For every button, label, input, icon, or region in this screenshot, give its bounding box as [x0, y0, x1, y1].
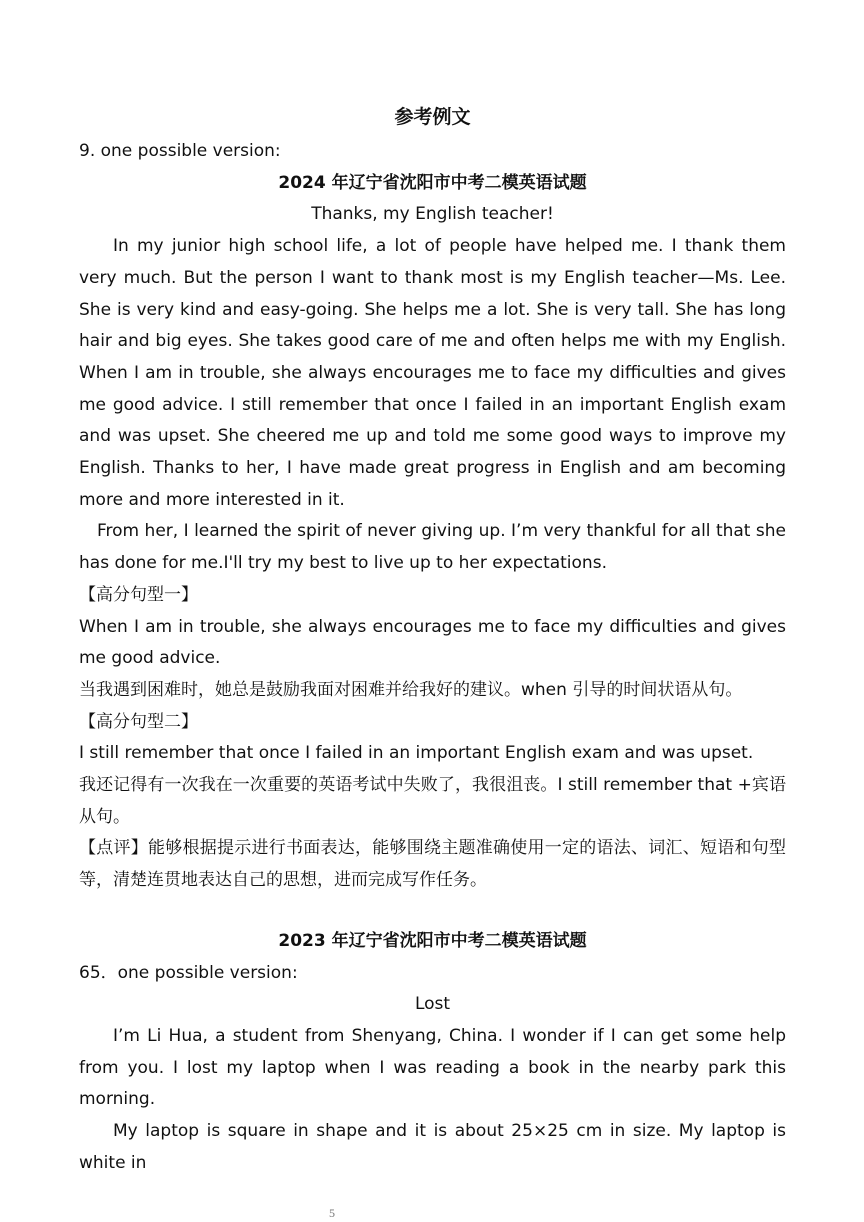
q65-intro: 65．one possible version:	[79, 962, 298, 983]
exam-heading-2024: 2024 年辽宁省沈阳市中考二模英语试题	[278, 172, 587, 193]
essay1-paragraph-1: In my junior high school life, a lot of people have helped me. I thank them very much. But the person I want to thank most is my English teacher—Ms. Lee. She is very kind and easy-going. She helps me a lot. She is very tall. She has long hair and big eyes. She takes good care of me and often helps me with my English. When I am in trouble, she always encourages me to face my difficulties and gives me good advice. I still remember that once I failed in an important English exam and was upset. She cheered me up and told me some good ways to improve my English. Thanks to her, I have made great progress in English and am becoming more and more interested in it.	[79, 236, 786, 510]
essay2-title: Lost	[414, 994, 451, 1015]
q9-intro: 9. one possible version:	[79, 141, 281, 161]
page-content	[79, 100, 786, 1180]
pattern2-english: I still remember that once I failed in an important English exam and was upset.	[79, 743, 754, 764]
page-number: 5	[329, 1206, 335, 1220]
comment: 【点评】能够根据提示进行书面表达，能够围绕主题准确使用一定的语法、词汇、短语和句型等，清楚连贯地表达自己的思想，进而完成写作任务。	[79, 838, 786, 891]
essay1-paragraph-2: From her, I learned the spirit of never giving up. I’m very thankful for all that she has done for me.I'll try my best to live up to her expectations.	[79, 521, 786, 574]
exam-heading-2023: 2023 年辽宁省沈阳市中考二模英语试题	[278, 930, 587, 951]
pattern1-label: 【高分句型一】	[79, 584, 198, 605]
essay2-paragraph-1: I’m Li Hua, a student from Shenyang, China. I wonder if I can get some help from you. I lost my laptop when I was reading a book in the nearby park this morning.	[79, 1025, 786, 1110]
section-gap	[79, 897, 786, 926]
pattern2-chinese: 我还记得有一次我在一次重要的英语考试中失败了，我很沮丧。I still remember that +宾语从句。	[79, 775, 786, 827]
page-title: 参考例文	[394, 106, 471, 128]
pattern2-label: 【高分句型二】	[79, 711, 198, 732]
pattern1-english: When I am in trouble, she always encourages me to face my difficulties and gives me good advice.	[79, 616, 786, 669]
pattern1-chinese: 当我遇到困难时，她总是鼓励我面对困难并给我好的建议。when 引导的时间状语从句。	[79, 679, 743, 700]
essay1-title: Thanks, my English teacher!	[311, 204, 554, 225]
essay2-paragraph-2: My laptop is square in shape and it is about 25×25 cm in size. My laptop is white in	[79, 1121, 786, 1173]
